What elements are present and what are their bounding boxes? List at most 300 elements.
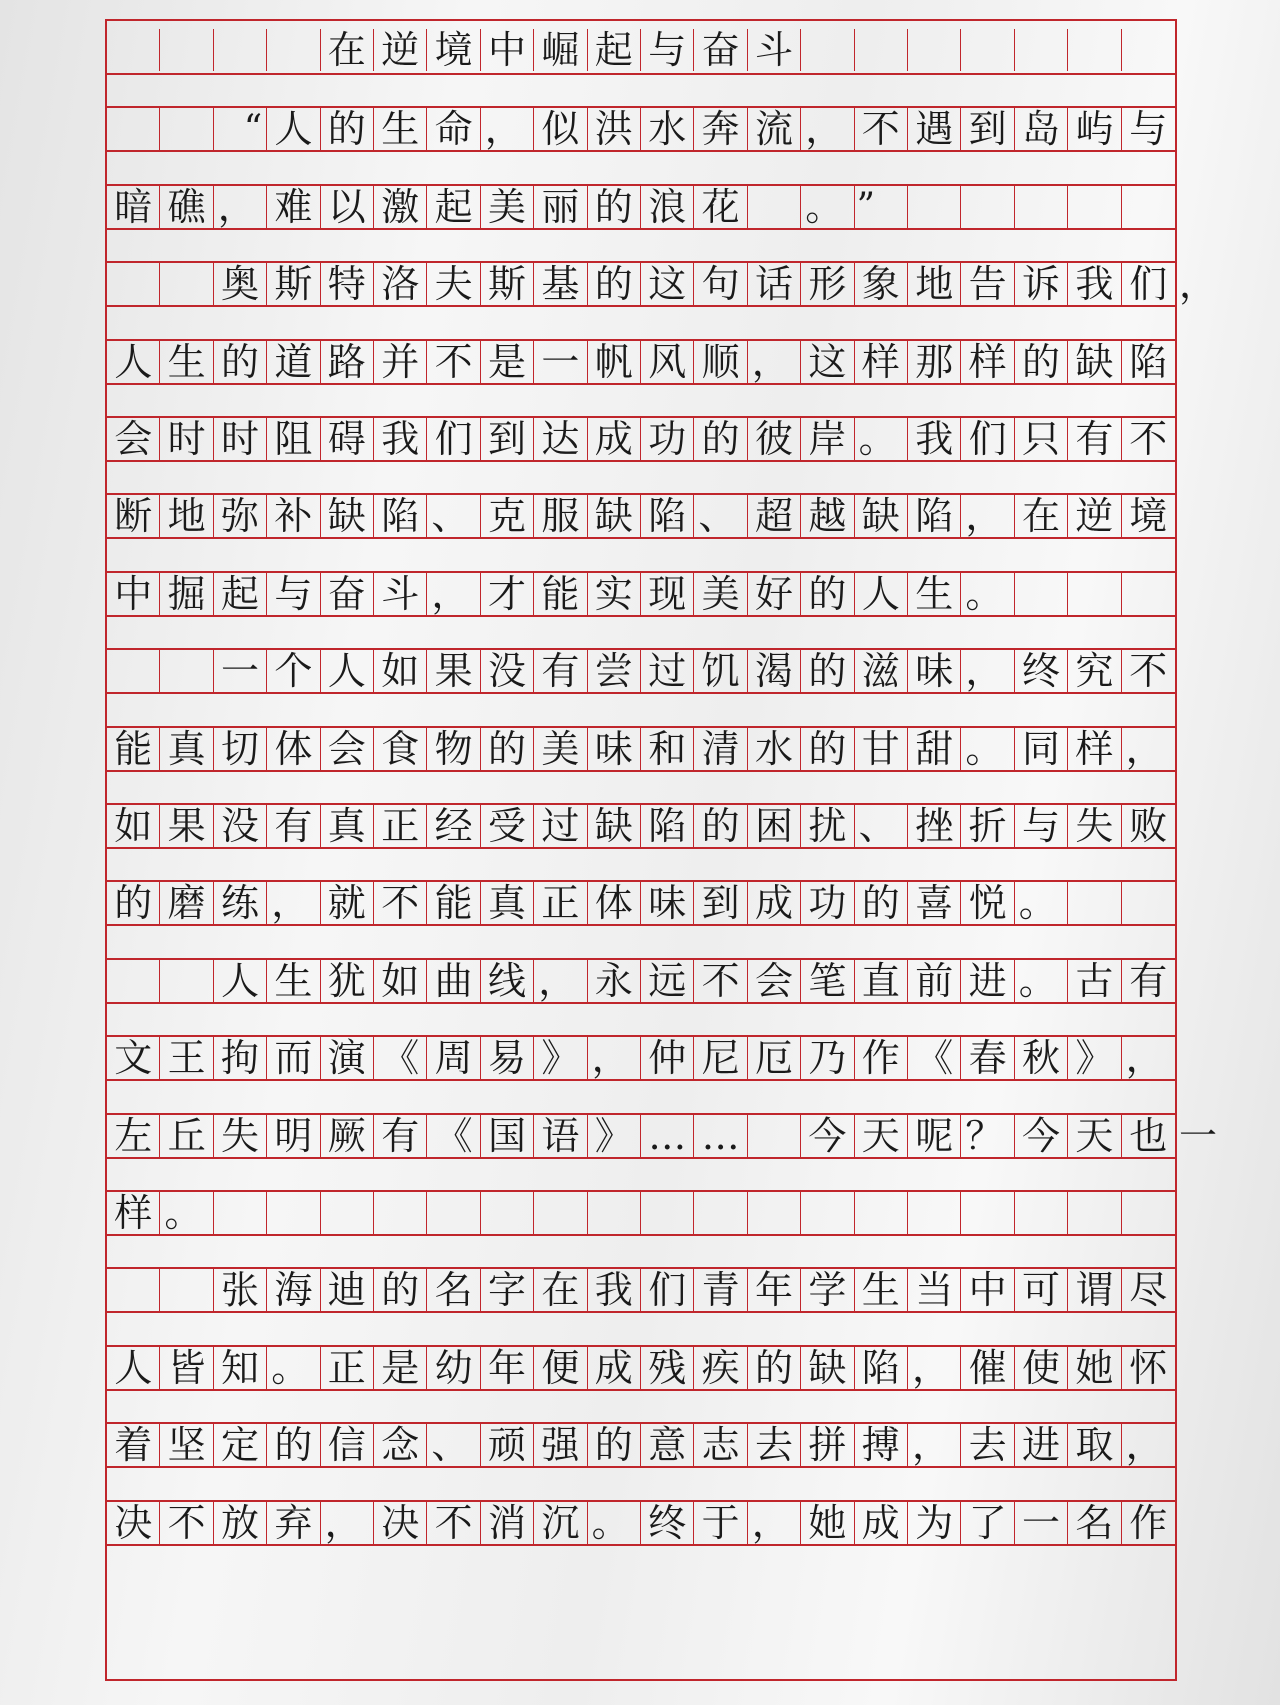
grid-row [107, 803, 1175, 849]
grid-cell [214, 29, 267, 71]
grid-cell: 练 [214, 882, 267, 924]
grid-cell: 境 [427, 29, 480, 71]
grid-cell: 。 [961, 573, 1014, 615]
grid-cell: 暗 [107, 186, 160, 228]
grid-cell: 人 [855, 573, 908, 615]
grid-cell [1122, 882, 1175, 924]
grid-cell: 拘 [214, 1037, 267, 1079]
grid-row [107, 1035, 1175, 1081]
grid-cell: 饥 [694, 650, 747, 692]
grid-cell: 洪 [588, 108, 641, 150]
grid-row [107, 1345, 1175, 1391]
grid-cell: 受 [481, 805, 534, 847]
overflow-punctuation: 一 [1179, 1113, 1218, 1158]
grid-cell: 张 [214, 1269, 267, 1311]
grid-row [107, 648, 1175, 694]
grid-cell: 沉 [534, 1502, 587, 1544]
grid-row [107, 726, 1175, 772]
grid-cell: 、 [427, 1424, 480, 1466]
grid-cell: 催 [961, 1347, 1014, 1389]
grid-cell: 明 [267, 1115, 320, 1157]
grid-cell: 基 [534, 263, 587, 305]
grid-cell: 真 [160, 728, 213, 770]
grid-cell: 折 [961, 805, 1014, 847]
grid-cell: 的 [588, 186, 641, 228]
grid-cell: 与 [1015, 805, 1068, 847]
grid-cell: ， [748, 341, 801, 383]
grid-cell: 志 [694, 1424, 747, 1466]
grid-cell: ， [961, 495, 1014, 537]
grid-cell: 果 [160, 805, 213, 847]
grid-cell: 到 [481, 418, 534, 460]
grid-cell [321, 1192, 374, 1234]
grid-cell: 左 [107, 1115, 160, 1157]
grid-cell: 失 [1068, 805, 1121, 847]
grid-cell: 美 [534, 728, 587, 770]
grid-cell: 成 [588, 1347, 641, 1389]
grid-cell: 直 [855, 960, 908, 1002]
grid-cell: 作 [1129, 1500, 1168, 1545]
grid-cell: 丘 [160, 1115, 213, 1157]
grid-cell: 是 [374, 1347, 427, 1389]
grid-cell: 困 [748, 805, 801, 847]
grid-cell: 同 [1015, 728, 1068, 770]
grid-cell: 成 [588, 418, 641, 460]
grid-cell: 服 [534, 495, 587, 537]
grid-cell: 的 [588, 1424, 641, 1466]
grid-cell: 。 [588, 1502, 641, 1544]
grid-cell: 败 [1129, 804, 1168, 848]
grid-cell [267, 1192, 320, 1234]
grid-cell: 可 [1015, 1269, 1068, 1311]
grid-cell: 信 [321, 1424, 374, 1466]
grid-cell: 如 [374, 960, 427, 1002]
grid-cell: 也 [1129, 1113, 1168, 1158]
grid-cell: 不 [1129, 417, 1168, 461]
grid-cell: 。 [801, 186, 854, 228]
grid-cell: 地 [160, 495, 213, 537]
grid-cell: 的 [801, 650, 854, 692]
grid-cell: 只 [1015, 418, 1068, 460]
grid-cell: 味 [908, 650, 961, 692]
grid-cell: 克 [481, 495, 534, 537]
grid-cell: ， [908, 1424, 961, 1466]
grid-cell: 切 [214, 728, 267, 770]
grid-cell: 们 [1129, 262, 1168, 307]
overflow-punctuation [1175, 882, 1228, 924]
grid-cell [1068, 573, 1121, 615]
grid-cell: 陷 [908, 495, 961, 537]
manuscript-grid-paper [105, 19, 1218, 1681]
grid-cell: 曲 [427, 960, 480, 1002]
grid-cell: ， [1125, 726, 1164, 771]
grid-cell: 失 [214, 1115, 267, 1157]
grid-cell: 她 [801, 1502, 854, 1544]
grid-cell [908, 1192, 961, 1234]
grid-cell: 一 [534, 341, 587, 383]
grid-cell: 的 [694, 418, 747, 460]
grid-cell: 们 [961, 418, 1014, 460]
grid-cell: 古 [1068, 960, 1121, 1002]
grid-cell: 易 [481, 1037, 534, 1079]
grid-cell: 阻 [267, 418, 320, 460]
grid-cell: 能 [534, 573, 587, 615]
grid-cell [855, 29, 908, 71]
grid-cell: 遇 [908, 108, 961, 150]
grid-cell: 起 [588, 29, 641, 71]
grid-cell [801, 1192, 854, 1234]
grid-cell: 人 [214, 960, 267, 1002]
grid-cell: 坚 [160, 1424, 213, 1466]
grid-cell: 功 [801, 882, 854, 924]
grid-cell [160, 650, 213, 692]
grid-row [107, 416, 1175, 462]
grid-cell: 正 [374, 805, 427, 847]
grid-cell: 渴 [748, 650, 801, 692]
grid-cell: 我 [588, 1269, 641, 1311]
grid-cell: 。 [1015, 882, 1068, 924]
grid-cell: ， [534, 960, 587, 1002]
grid-cell: 怀 [1129, 1345, 1168, 1390]
grid-cell: 人 [107, 1347, 160, 1389]
grid-cell: 当 [908, 1269, 961, 1311]
grid-cell: ， [1125, 1036, 1164, 1081]
grid-cell: 陷 [374, 495, 427, 537]
grid-cell: 国 [481, 1115, 534, 1157]
grid-cell: 念 [374, 1424, 427, 1466]
grid-cell: 人 [321, 650, 374, 692]
grid-cell: 美 [694, 573, 747, 615]
grid-cell: ， [427, 573, 480, 615]
grid-cell: 奔 [694, 108, 747, 150]
grid-row [107, 1190, 1175, 1236]
grid-cell [107, 263, 160, 305]
grid-cell: 与 [641, 29, 694, 71]
grid-cell: 弃 [267, 1502, 320, 1544]
grid-cell: 的 [321, 108, 374, 150]
grid-row [107, 958, 1175, 1004]
grid-cell: 功 [641, 418, 694, 460]
grid-cell: 天 [1068, 1115, 1121, 1157]
grid-cell: 好 [748, 573, 801, 615]
grid-cell: 。 [961, 728, 1014, 770]
grid-cell: 。 [160, 1192, 213, 1234]
grid-cell [1015, 1192, 1068, 1234]
grid-cell: ， [588, 1037, 641, 1079]
grid-cell: 一 [1015, 1502, 1068, 1544]
overflow-punctuation: ， [1179, 262, 1218, 307]
grid-cell: 去 [961, 1424, 1014, 1466]
grid-cell: 彼 [748, 418, 801, 460]
grid-cell: 如 [374, 650, 427, 692]
grid-cell: 的 [481, 728, 534, 770]
grid-cell: 缺 [1068, 341, 1121, 383]
grid-cell [748, 186, 801, 228]
grid-cell [908, 29, 961, 71]
grid-cell: 在 [534, 1269, 587, 1311]
grid-cell: 象 [855, 263, 908, 305]
grid-cell: 过 [534, 805, 587, 847]
grid-cell: 生 [855, 1269, 908, 1311]
grid-cell: 风 [641, 341, 694, 383]
grid-cell: 拼 [801, 1424, 854, 1466]
grid-cell: 路 [321, 341, 374, 383]
grid-cell: 正 [534, 882, 587, 924]
grid-cell: 会 [748, 960, 801, 1002]
grid-cell: 是 [481, 341, 534, 383]
grid-cell [1122, 1192, 1175, 1234]
grid-cell: 的 [1015, 341, 1068, 383]
grid-cell: 字 [481, 1269, 534, 1311]
grid-cell: 去 [748, 1424, 801, 1466]
grid-cell: 的 [214, 341, 267, 383]
grid-cell: 礁 [160, 186, 213, 228]
grid-cell: 斯 [481, 263, 534, 305]
grid-cell: 不 [855, 108, 908, 150]
grid-cell [641, 1192, 694, 1234]
grid-cell: 幼 [427, 1347, 480, 1389]
grid-cell: 顺 [694, 341, 747, 383]
grid-cell: ” [855, 186, 908, 228]
grid-cell: 远 [641, 960, 694, 1002]
grid-cell: 似 [534, 108, 587, 150]
grid-cell: ， [214, 186, 267, 228]
grid-cell: 达 [534, 418, 587, 460]
grid-cell: 样 [1068, 728, 1121, 770]
grid-cell: 陷 [641, 805, 694, 847]
grid-cell: 便 [534, 1347, 587, 1389]
grid-cell: 斗 [748, 29, 801, 71]
grid-cell: ， [267, 882, 320, 924]
grid-cell: 在 [321, 29, 374, 71]
grid-cell: 诉 [1015, 263, 1068, 305]
grid-cell [961, 1192, 1014, 1234]
grid-cell: 《 [374, 1037, 427, 1079]
grid-cell: 文 [107, 1037, 160, 1079]
grid-row [107, 1267, 1175, 1313]
grid-cell: 斗 [374, 573, 427, 615]
grid-cell: 秋 [1015, 1037, 1068, 1079]
grid-cell [107, 108, 160, 150]
grid-cell: 顽 [481, 1424, 534, 1466]
grid-cell: 天 [855, 1115, 908, 1157]
grid-cell: 疾 [694, 1347, 747, 1389]
grid-cell: 《 [427, 1115, 480, 1157]
grid-cell: 的 [694, 805, 747, 847]
grid-cell: 的 [374, 1269, 427, 1311]
grid-cell: 陷 [641, 495, 694, 537]
grid-cell: 时 [160, 418, 213, 460]
grid-cell: 句 [694, 263, 747, 305]
grid-cell: 一 [214, 650, 267, 692]
grid-cell [908, 186, 961, 228]
grid-cell: 命 [427, 108, 480, 150]
grid-cell: 越 [801, 495, 854, 537]
grid-cell [107, 650, 160, 692]
grid-cell: 名 [427, 1269, 480, 1311]
grid-row [107, 1500, 1175, 1546]
grid-cell: 喜 [908, 882, 961, 924]
grid-cell: 。 [267, 1347, 320, 1389]
grid-cell: 体 [588, 882, 641, 924]
grid-cell: 的 [588, 263, 641, 305]
grid-cell [481, 1192, 534, 1234]
grid-cell: 年 [481, 1347, 534, 1389]
grid-cell: 经 [427, 805, 480, 847]
grid-cell: 。 [855, 418, 908, 460]
grid-cell: 不 [160, 1502, 213, 1544]
grid-cell: 的 [855, 882, 908, 924]
grid-cell [1122, 573, 1175, 615]
grid-cell: 个 [267, 650, 320, 692]
grid-cell: 终 [641, 1502, 694, 1544]
grid-cell: ， [748, 1502, 801, 1544]
grid-cell: 她 [1068, 1347, 1121, 1389]
grid-cell: 《 [908, 1037, 961, 1079]
grid-cell [160, 29, 213, 71]
grid-cell [374, 1192, 427, 1234]
grid-cell: 缺 [321, 495, 374, 537]
grid-cell: 中 [961, 1269, 1014, 1311]
grid-cell: 并 [374, 341, 427, 383]
grid-cell: 谓 [1068, 1269, 1121, 1311]
grid-row [107, 1422, 1175, 1468]
grid-cell: 皆 [160, 1347, 213, 1389]
grid-cell: 使 [1015, 1347, 1068, 1389]
grid-cell: 放 [214, 1502, 267, 1544]
grid-cell [801, 29, 854, 71]
grid-cell: 有 [534, 650, 587, 692]
grid-cell: 人 [267, 108, 320, 150]
grid-cell [961, 29, 1014, 71]
grid-cell [160, 263, 213, 305]
grid-cell: 今 [1015, 1115, 1068, 1157]
grid-cell: … [694, 1115, 747, 1157]
overflow-punctuation [1175, 186, 1228, 228]
grid-cell: 境 [1129, 494, 1168, 539]
grid-cell: 有 [1068, 418, 1121, 460]
grid-cell: 》 [588, 1115, 641, 1157]
grid-cell: 样 [855, 341, 908, 383]
grid-cell [107, 1269, 160, 1311]
grid-cell: 弥 [214, 495, 267, 537]
grid-cell: 今 [801, 1115, 854, 1157]
grid-cell: 年 [748, 1269, 801, 1311]
grid-cell [1068, 186, 1121, 228]
grid-row [107, 880, 1175, 926]
grid-cell: 尼 [694, 1037, 747, 1079]
grid-cell [1015, 29, 1068, 71]
grid-cell: 知 [214, 1347, 267, 1389]
grid-cell: 作 [855, 1037, 908, 1079]
grid-cell: 取 [1068, 1424, 1121, 1466]
grid-cell: 究 [1068, 650, 1121, 692]
grid-cell: 不 [427, 341, 480, 383]
grid-cell [1068, 1192, 1121, 1234]
grid-row [107, 184, 1175, 230]
grid-cell: 厄 [748, 1037, 801, 1079]
grid-cell: 我 [374, 418, 427, 460]
grid-cell: 丽 [534, 186, 587, 228]
grid-cell [961, 186, 1014, 228]
grid-cell: 呢 [908, 1115, 961, 1157]
grid-row [107, 106, 1175, 152]
grid-cell: 花 [694, 186, 747, 228]
grid-cell: 洛 [374, 263, 427, 305]
grid-cell: 有 [267, 805, 320, 847]
grid-cell: 决 [107, 1502, 160, 1544]
grid-cell: 以 [321, 186, 374, 228]
grid-cell [534, 1192, 587, 1234]
grid-cell [160, 1269, 213, 1311]
grid-row [107, 1113, 1218, 1159]
grid-cell: 意 [641, 1424, 694, 1466]
grid-cell: 能 [107, 728, 160, 770]
grid-cell: 人 [107, 341, 160, 383]
grid-cell: 会 [107, 418, 160, 460]
grid-cell: 夫 [427, 263, 480, 305]
grid-cell: 着 [107, 1424, 160, 1466]
grid-cell: 笔 [801, 960, 854, 1002]
grid-cell: 尽 [1129, 1268, 1168, 1313]
grid-cell: 生 [908, 573, 961, 615]
grid-cell: 成 [748, 882, 801, 924]
grid-cell: 中 [481, 29, 534, 71]
grid-cell: 时 [214, 418, 267, 460]
grid-cell: 滋 [855, 650, 908, 692]
grid-cell: 样 [961, 341, 1014, 383]
grid-cell [748, 1115, 801, 1157]
grid-cell: ， [1125, 1423, 1164, 1468]
grid-cell: 甜 [908, 728, 961, 770]
grid-cell: 前 [908, 960, 961, 1002]
grid-cell: ， [908, 1347, 961, 1389]
grid-cell: 不 [374, 882, 427, 924]
grid-cell [1015, 573, 1068, 615]
grid-cell: 话 [748, 263, 801, 305]
grid-cell: 厥 [321, 1115, 374, 1157]
grid-cell: 周 [427, 1037, 480, 1079]
grid-cell [855, 1192, 908, 1234]
grid-cell: 到 [694, 882, 747, 924]
grid-cell: 的 [801, 573, 854, 615]
grid-cell: ， [961, 650, 1014, 692]
grid-cell: 强 [534, 1424, 587, 1466]
grid-cell: 磨 [160, 882, 213, 924]
grid-cell: 没 [214, 805, 267, 847]
grid-cell: 于 [694, 1502, 747, 1544]
grid-row [107, 571, 1175, 617]
grid-cell [1068, 29, 1121, 71]
grid-cell: 这 [641, 263, 694, 305]
grid-cell: 生 [267, 960, 320, 1002]
grid-cell: 岛 [1015, 108, 1068, 150]
grid-cell: 的 [801, 728, 854, 770]
grid-cell: 们 [427, 418, 480, 460]
grid-cell: 特 [321, 263, 374, 305]
grid-cell: 与 [267, 573, 320, 615]
grid-cell: 补 [267, 495, 320, 537]
grid-row [107, 29, 1175, 75]
grid-cell: 水 [748, 728, 801, 770]
grid-cell: 海 [267, 1269, 320, 1311]
grid-cell [1068, 882, 1121, 924]
grid-cell [1122, 186, 1175, 228]
grid-cell: 道 [267, 341, 320, 383]
grid-cell: 有 [1129, 958, 1168, 1003]
grid-cell: 斯 [267, 263, 320, 305]
grid-cell: 为 [908, 1502, 961, 1544]
